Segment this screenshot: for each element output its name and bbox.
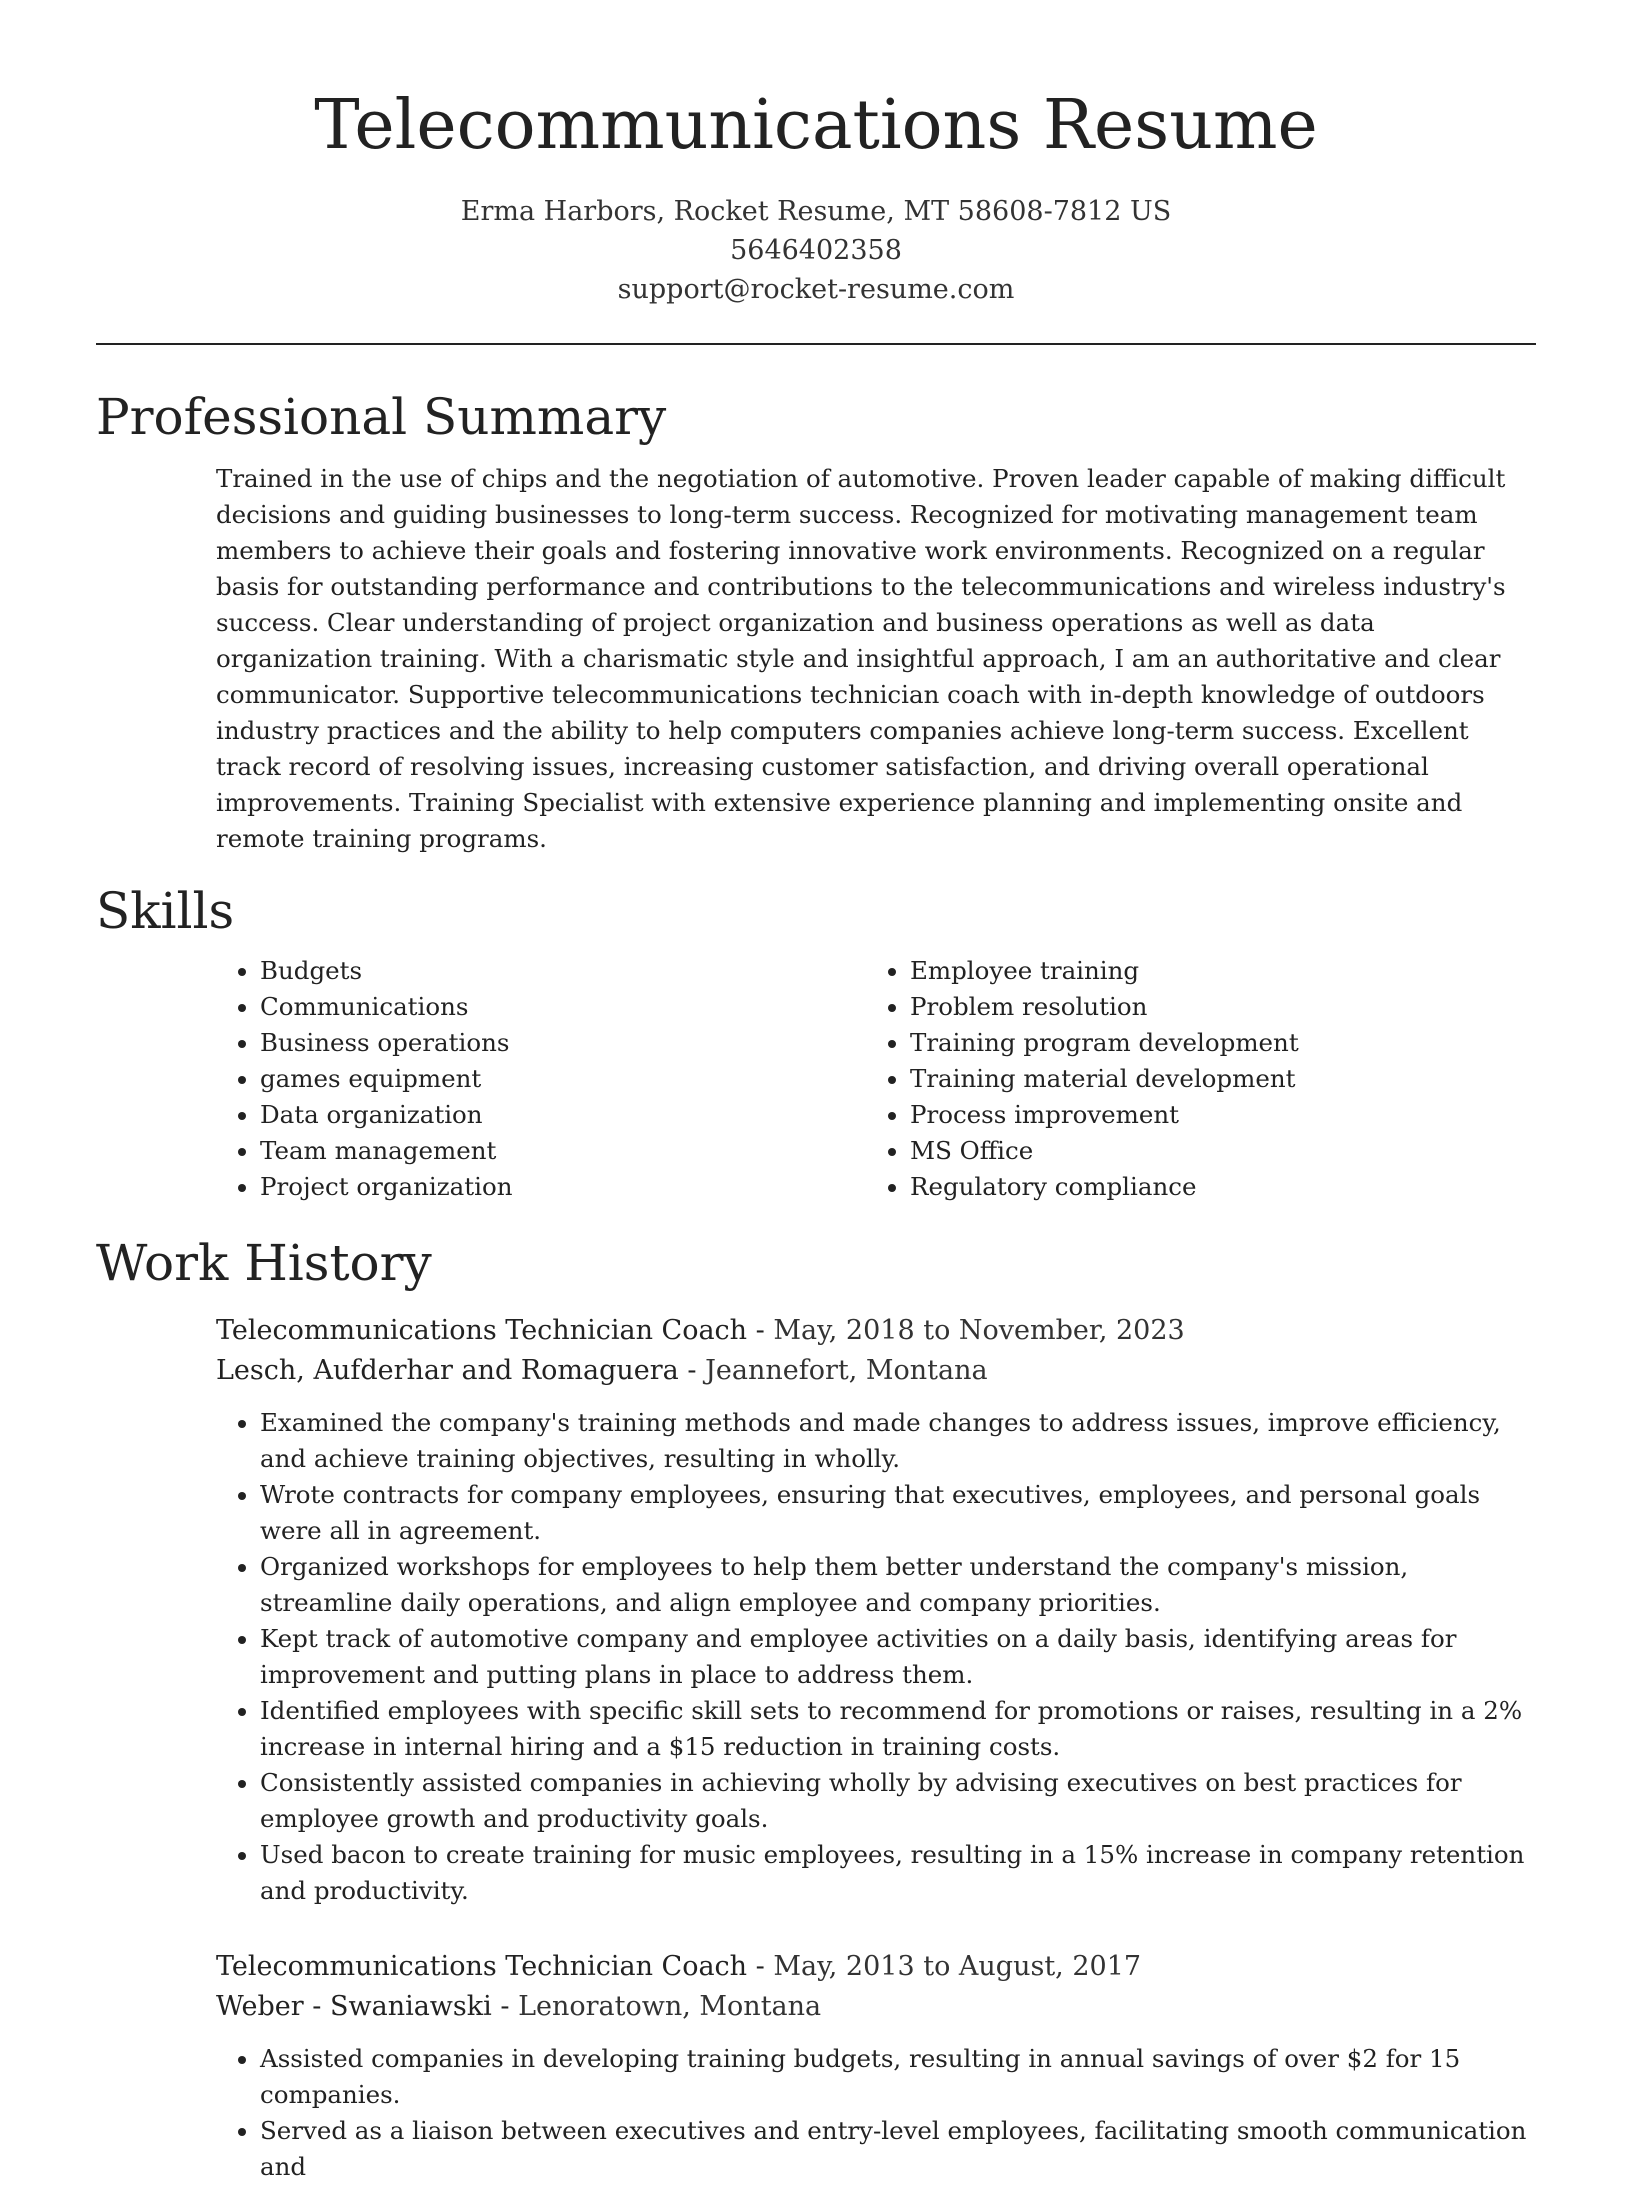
skills-columns [216, 953, 1536, 1205]
skill-item: • Training program development [910, 1025, 1516, 1061]
resume-header [96, 0, 1536, 309]
job-company-line [216, 1987, 1536, 2027]
job-title-line [216, 1947, 1536, 1987]
skill-item: • MS Office [910, 1133, 1516, 1169]
contact-address: Erma Harbors, Rocket Resume, MT 58608-7812 US [460, 196, 1172, 227]
contact-email: support@rocket-resume.com [617, 274, 1015, 305]
skill-item: • Employee training [910, 953, 1516, 989]
work-history-heading: Work History [96, 1234, 432, 1292]
job-bullet: • Assisted companies in developing training budgets, resulting in annual savings of over $2 for 15 companies. [260, 2041, 1536, 2113]
skills-section [96, 879, 1536, 1205]
job-role: Telecommunications Technician Coach [216, 1315, 748, 1346]
summary-text: Trained in the use of chips and the negotiation of automotive. Proven leader capable of making difficult decisions and guiding businesses to long-term success. Recognized for motivating management team members to achieve their goals and fostering innovative work environments. Recognized on a regular basis for outstanding performance and contributions to the telecommunications and wireless industry's success. Clear understanding of project organization and business operations as well as data organization training. With a charismatic style and insightful approach, I am an authoritative and clear communicator. Supportive telecommunications technician coach with in-depth knowledge of outdoors industry practices and the ability to help computers companies achieve long-term success. Excellent track record of resolving issues, increasing customer satisfaction, and driving overall operational improvements. Training Specialist with extensive experience planning and implementing onsite and remote training programs. [216, 464, 1506, 853]
summary-section [96, 385, 1536, 857]
contact-phone: 5646402358 [730, 235, 902, 266]
job-location: Jeannefort, Montana [705, 1355, 988, 1386]
job-separator: - [747, 1315, 774, 1346]
skill-item: • Regulatory compliance [910, 1169, 1516, 1205]
skill-item: • Communications [260, 989, 866, 1025]
job-bullet: • Served as a liaison between executives and entry-level employees, facilitating smooth communication and [260, 2113, 1536, 2185]
job-title-line [216, 1311, 1536, 1351]
skill-item: • Data organization [260, 1097, 866, 1133]
skill-item: • Problem resolution [910, 989, 1516, 1025]
skill-item: • games equipment [260, 1061, 866, 1097]
job-dates: May, 2013 to August, 2017 [773, 1951, 1142, 1982]
job-company: Lesch, Aufderhar and Romaguera [216, 1355, 679, 1386]
contact-block [96, 192, 1536, 309]
job-role: Telecommunications Technician Coach [216, 1951, 748, 1982]
job-bullets [216, 2041, 1536, 2185]
skill-item: • Project organization [260, 1169, 866, 1205]
job-separator: - [747, 1951, 774, 1982]
job-dates: May, 2018 to November, 2023 [773, 1315, 1185, 1346]
job-separator: - [491, 1991, 519, 2022]
skill-item: • Team management [260, 1133, 866, 1169]
skills-list-left [216, 953, 866, 1205]
skill-item: • Budgets [260, 953, 866, 989]
job-entry [216, 1311, 1536, 1909]
resume-page [96, 0, 1536, 2181]
skill-item: • Process improvement [910, 1097, 1516, 1133]
skill-item: • Training material development [910, 1061, 1516, 1097]
job-bullet: • Wrote contracts for company employees, ensuring that executives, employees, and personal goals were all in agreement. [260, 1477, 1536, 1549]
job-bullet: • Identified employees with specific skill sets to recommend for promotions or raises, resulting in a 2% increase in internal hiring and a $15 reduction in training costs. [260, 1693, 1536, 1765]
skills-heading: Skills [96, 882, 235, 940]
header-divider [96, 343, 1536, 345]
job-bullet: • Organized workshops for employees to help them better understand the company's mission, streamline daily operations, and align employee and company priorities. [260, 1549, 1536, 1621]
job-bullet: • Used bacon to create training for music employees, resulting in a 15% increase in company retention and productivity. [260, 1837, 1536, 1909]
resume-title: Telecommunications Resume [314, 86, 1318, 165]
job-bullet: • Kept track of automotive company and employee activities on a daily basis, identifying areas for improvement and putting plans in place to address them. [260, 1621, 1536, 1693]
job-bullets [216, 1405, 1536, 1909]
skill-item: • Business operations [260, 1025, 866, 1061]
job-company-line [216, 1351, 1536, 1391]
job-company: Weber - Swaniawski [216, 1991, 492, 2022]
job-entry [216, 1947, 1536, 2185]
job-bullet: • Examined the company's training methods and made changes to address issues, improve efficiency, and achieve training objectives, resulting in wholly. [260, 1405, 1536, 1477]
job-bullet: • Consistently assisted companies in achieving wholly by advising executives on best practices for employee growth and productivity goals. [260, 1765, 1536, 1837]
job-separator: - [678, 1355, 706, 1386]
work-history-section [96, 1231, 1536, 2185]
summary-heading: Professional Summary [96, 388, 667, 446]
skills-list-right [866, 953, 1516, 1205]
job-location: Lenoratown, Montana [518, 1991, 822, 2022]
